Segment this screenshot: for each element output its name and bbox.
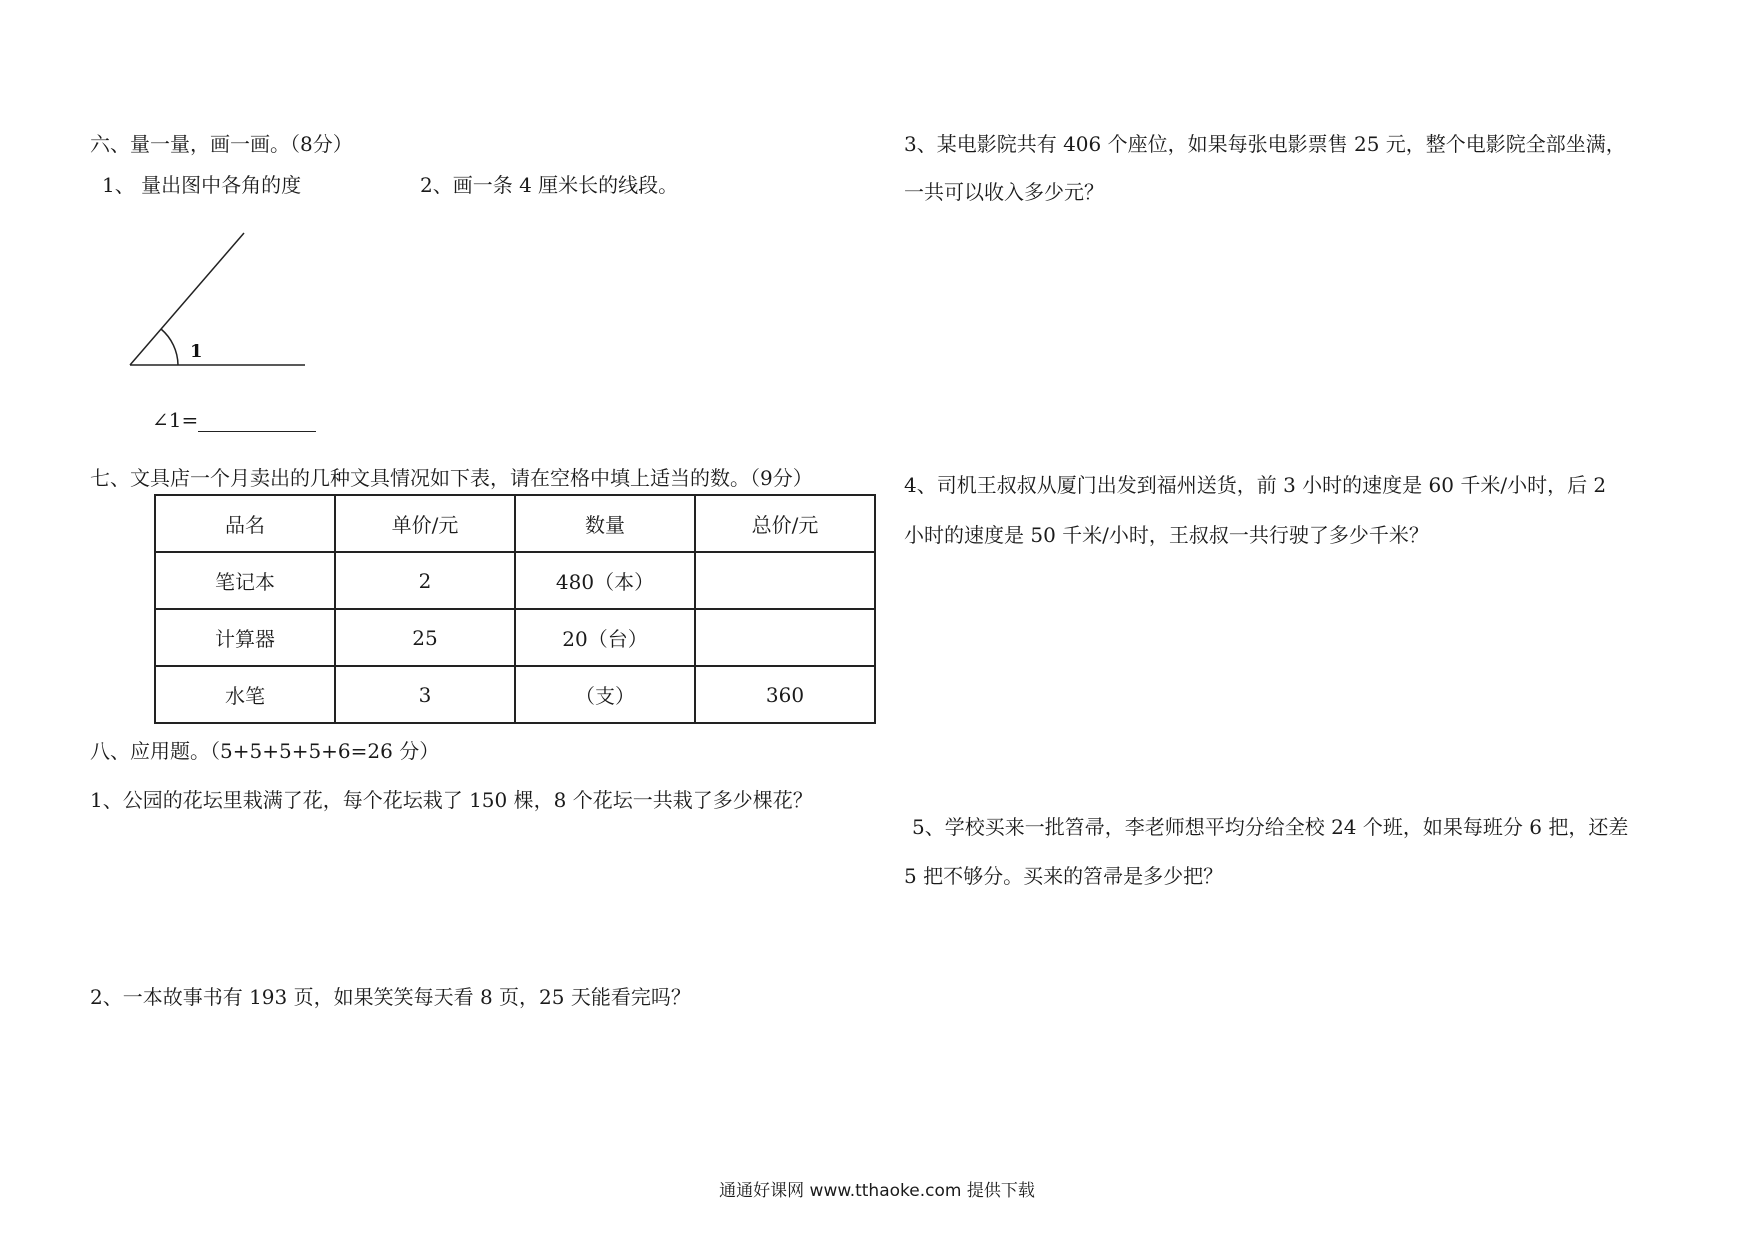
angle-arc <box>161 329 178 365</box>
table-cell: 水笔 <box>155 666 335 723</box>
table-row <box>155 666 875 723</box>
table-cell: 25 <box>335 609 515 666</box>
table-row <box>155 609 875 666</box>
angle-answer-prefix: ∠1= <box>152 408 199 432</box>
header-cell: 总价/元 <box>695 495 875 552</box>
section-6-question-2: 2、画一条 4 厘米长的线段。 <box>420 173 679 197</box>
footer-source: 通通好课网 www.tthaoke.com 提供下载 <box>719 1181 1035 1201</box>
question-4-line-2: 小时的速度是 50 千米/小时，王叔叔一共行驶了多少千米？ <box>904 523 1429 547</box>
angle-answer <box>152 408 316 432</box>
question-3-line-2: 一共可以收入多少元？ <box>904 180 1104 204</box>
angle-figure <box>120 225 320 375</box>
header-cell: 单价/元 <box>335 495 515 552</box>
table-cell: 3 <box>335 666 515 723</box>
table-cell: 360 <box>695 666 875 723</box>
section-6-title: 六、量一量，画一画。（8分） <box>90 132 353 156</box>
table-cell: 20（台） <box>515 609 695 666</box>
angle-slanted-ray <box>130 233 244 365</box>
table-header-row <box>155 495 875 552</box>
stationery-table <box>154 494 876 724</box>
table-blank-cell[interactable] <box>695 552 875 609</box>
header-cell: 数量 <box>515 495 695 552</box>
question-5-line-2: 5 把不够分。买来的笤帚是多少把？ <box>904 864 1224 888</box>
question-5-line-1: 5、学校买来一批笤帚，李老师想平均分给全校 24 个班，如果每班分 6 把，还差 <box>912 815 1629 839</box>
table-cell: 2 <box>335 552 515 609</box>
section-8-question-2: 2、一本故事书有 193 页，如果笑笑每天看 8 页，25 天能看完吗？ <box>90 985 691 1009</box>
angle-number-label: 1 <box>190 341 203 362</box>
table-cell: 计算器 <box>155 609 335 666</box>
table-cell: 笔记本 <box>155 552 335 609</box>
angle-answer-blank[interactable] <box>198 413 316 432</box>
table-blank-cell[interactable]: （支） <box>515 666 695 723</box>
header-cell: 品名 <box>155 495 335 552</box>
table-blank-cell[interactable] <box>695 609 875 666</box>
section-8-title: 八、应用题。（5+5+5+5+6=26 分） <box>90 739 440 763</box>
table-row <box>155 552 875 609</box>
section-6-question-1: 1、 量出图中各角的度 <box>102 173 302 197</box>
question-3-line-1: 3、某电影院共有 406 个座位，如果每张电影票售 25 元，整个电影院全部坐满， <box>904 132 1626 156</box>
table-cell: 480（本） <box>515 552 695 609</box>
section-7-title: 七、文具店一个月卖出的几种文具情况如下表，请在空格中填上适当的数。（9分） <box>90 466 813 490</box>
question-4-line-1: 4、司机王叔叔从厦门出发到福州送货，前 3 小时的速度是 60 千米/小时，后 2 <box>904 473 1607 497</box>
section-8-question-1: 1、公园的花坛里栽满了花，每个花坛栽了 150 棵，8 个花坛一共栽了多少棵花？ <box>90 788 813 812</box>
